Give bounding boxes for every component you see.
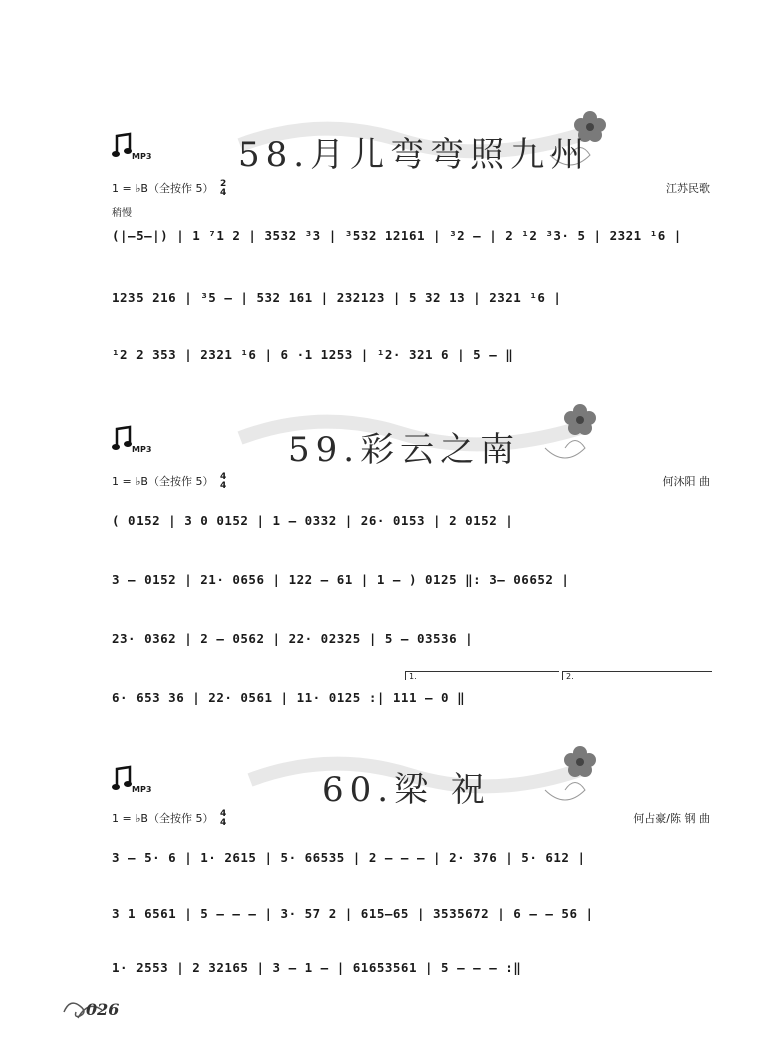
music-note-mp3-icon — [112, 765, 134, 793]
song-title: 59.彩云之南 — [288, 430, 521, 470]
notation-line: (|—5—|) | 1 ⁷1 2 | 3532 ³3 | ³532 12161 | ³2 — | 2 ¹2 ³3· 5 | 2321 ¹6 | — [112, 228, 682, 243]
time-signature — [220, 473, 226, 491]
song-title: 60.梁 祝 — [322, 770, 491, 810]
key-signature — [112, 473, 226, 491]
title-banner — [200, 740, 630, 810]
song-source: 江苏民歌 — [666, 182, 710, 195]
song-title: 58.月儿弯弯照九州 — [238, 135, 591, 175]
key-text: 1 = ♭B（全按作 5） — [112, 475, 214, 488]
notation-line: 3 1 6561 | 5 — — — | 3· 57 2 | 615—65 | 3535672 | 6 — — 56 | — [112, 906, 594, 921]
mp3-label: MP3 — [132, 785, 152, 794]
page-number: 026 — [86, 1000, 120, 1019]
tempo-marking: 稍慢 — [112, 208, 132, 219]
time-top: 4 — [219, 809, 227, 819]
key-signature — [112, 180, 226, 198]
key-text: 1 = ♭B（全按作 5） — [112, 812, 214, 825]
title-banner — [200, 398, 630, 468]
time-signature — [220, 180, 226, 198]
mp3-button[interactable] — [112, 132, 156, 166]
time-bottom: 4 — [219, 188, 227, 198]
song-source: 何沐阳 曲 — [662, 475, 710, 488]
time-top: 2 — [219, 179, 227, 189]
notation-line: 3 — 0152 | 21· 0656 | 122 — 61 | 1 — ) 0125 ‖: 3— 06652 | — [112, 572, 570, 587]
volta-1: 1. — [405, 671, 559, 680]
mp3-label: MP3 — [132, 152, 152, 161]
title-banner — [200, 105, 630, 175]
notation-line: 23· 0362 | 2 — 0562 | 22· 02325 | 5 — 03536 | — [112, 631, 474, 646]
notation-line: 3 — 5· 6 | 1· 2615 | 5· 66535 | 2 — — — | 2· 376 | 5· 612 | — [112, 850, 586, 865]
key-text: 1 = ♭B（全按作 5） — [112, 182, 214, 195]
time-top: 4 — [219, 472, 227, 482]
notation-line: ( 0152 | 3 0 0152 | 1 — 0332 | 26· 0153 | 2 0152 | — [112, 513, 514, 528]
notation-line: 1· 2553 | 2 32165 | 3 — 1 — | 61653561 | 5 — — — :‖ — [112, 960, 522, 975]
mp3-button[interactable] — [112, 425, 156, 459]
notation-line: 6· 653 36 | 22· 0561 | 11· 0125 :| 111 — 0 ‖ — [112, 690, 466, 705]
mp3-label: MP3 — [132, 445, 152, 454]
mp3-button[interactable] — [112, 765, 156, 799]
time-bottom: 4 — [219, 818, 227, 828]
time-signature — [220, 810, 226, 828]
music-note-mp3-icon — [112, 132, 134, 160]
key-signature — [112, 810, 226, 828]
notation-line: 1235 216 | ³5 — | 532 161 | 232123 | 5 32 13 | 2321 ¹6 | — [112, 290, 562, 305]
volta-2: 2. — [562, 671, 712, 680]
music-note-mp3-icon — [112, 425, 134, 453]
time-bottom: 4 — [219, 481, 227, 491]
song-source: 何占豪/陈 钢 曲 — [633, 812, 710, 825]
notation-line: ¹2 2 353 | 2321 ¹6 | 6 ·1 1253 | ¹2· 321 6 | 5 — ‖ — [112, 347, 514, 362]
